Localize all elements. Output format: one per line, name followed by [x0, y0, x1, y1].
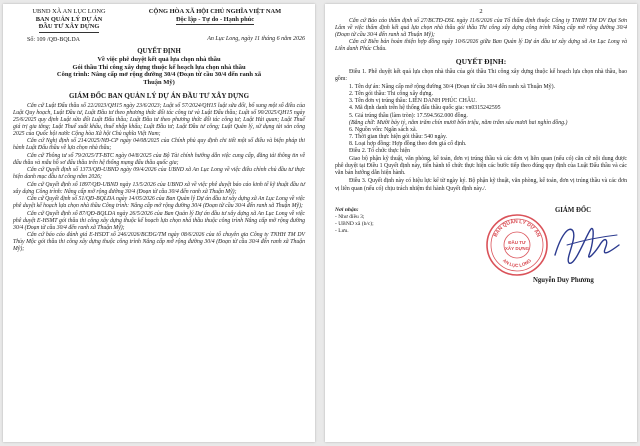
subject-line-1: Về việc phê duyệt kết quả lựa chọn nhà thầu [97, 55, 221, 63]
official-seal-icon [485, 213, 549, 277]
country-name: CỘNG HÒA XÃ HỘI CHỦ NGHĨA VIỆT NAM [148, 8, 282, 15]
signer-title: GIÁM ĐỐC [555, 206, 592, 214]
article-1 [335, 69, 627, 83]
agency-line-3: ĐẦU TƯ XÂY DỰNG [39, 23, 100, 33]
article-1-item: 7. Thời gian thực hiện gói thầu: 540 ngày. [349, 133, 447, 140]
legal-basis-item: Căn cứ Thông tư số 79/2025/TT-BTC ngày 04/8/2025 của Bộ Tài chính hướng dẫn việc cung cấp, đăng tải thông tin về đấu thầu và mẫu hồ sơ đấu thầu trên hệ thống mạng đấu thầu quốc gia; [13, 152, 305, 166]
legal-basis-item: Căn cứ Quyết định số 1897/QĐ-UBND ngày 13/5/2026 của UBND xã về việc phê duyệt báo cáo kinh tế kỹ thuật đầu tư xây dựng Công trình: Nâng cấp mở rộng đường 30/4 (Đoạn từ cầu 30/4 đến ranh xã Thuận Mỹ); [13, 181, 305, 195]
article-2-text: Giao bộ phận kỹ thuật, văn phòng, kế toán, đơn vị trúng thầu và các đơn vị liên quan (nếu có) căn cứ nội dung được phê duyệt tại Điều 1 Quyết định này, tiến hành tổ chức thực hiện các bước tiếp theo đúng quy định của Luật Đấu thầu và các văn bản hướng dẫn hiện hành. [335, 156, 627, 177]
seal-text-middle1: ĐẦU TƯ [508, 239, 526, 245]
article-1-text: Điều 1. Phê duyệt kết quả lựa chọn nhà thầu của gói thầu Thi công xây dựng thuộc kế hoạch lựa chọn nhà thầu, bao gồm: [335, 69, 627, 83]
legal-basis-item: Căn cứ Luật Đấu thầu số 22/2023/QH15 ngày 23/6/2023; Luật số 57/2024/QH15 luật sửa đổi, bổ sung một số điều của Luật Quy hoạch, Luật Đầu tư, Luật Đầu tư theo phương thức đối tác công tư và Luật Đấu thầu; Luật số 90/2025/QH15 ngày 25/6/2025 quy định Luật sửa đổi Luật Đấu thầu; Luật Đầu tư theo phương thức đối tác công tư; Luật Hải quan; Luật Thuế giá trị gia tăng; Luật Thuế xuất khẩu, thuế nhập khẩu; Luật Đầu tư; Luật Đầu tư công; Luật Quản lý, sử dụng tài sản công 2025 của Quốc hội nước Cộng hòa Xã hội Chủ nghĩa Việt Nam; [13, 102, 305, 137]
legal-basis-item: Căn cứ Báo cáo thẩm định số 27/BCTĐ-DSL ngày 11/6/2026 của Tổ thẩm định thuộc Công ty TNHH TM DV Đại Sơn Lâm về việc thẩm định kết quả lựa chọn nhà thầu gói thầu Thi công xây dựng công trình Nâng cấp mở rộng đường 30/4 (Đoạn từ cầu 30/4 đến ranh xã Thuận Mỹ); [335, 18, 627, 38]
svg-text:AN LỤC LONG [502, 257, 533, 267]
subject-line-3: Công trình: Nâng cấp mở rộng đường 30/4 (Đoạn từ cầu 30/4 đến ranh xã [56, 71, 262, 79]
recipient-item: - Như điều 3; [335, 213, 365, 220]
signer-name: Nguyễn Duy Phương [533, 276, 594, 284]
article-1-item: 5. Giá trúng thầu (làm tròn): 17.594.562.000 đồng. [349, 112, 468, 119]
document-title: QUYẾT ĐỊNH [137, 47, 181, 55]
seal-text-middle2: XÂY DỰNG [504, 245, 530, 251]
legal-basis-item: Căn cứ báo cáo đánh giá E-HSDT số 246/2026/BCĐG/TM ngày 08/6/2026 của tổ chuyên gia Công ty TNHH TM DV Thủy Mộc gói thầu thi công xây dựng thuộc công trình Nâng cấp mở rộng đường 30/4 (Đoạn từ cầu 30/4 đến ranh xã Thuận Mỹ); [13, 232, 305, 253]
article-1-item: 3. Tên đơn vị trúng thầu: LIÊN DANH PHÚC CHÂU. [349, 98, 477, 105]
recipients [335, 207, 445, 235]
issuing-agency [13, 8, 125, 33]
page-number: 2 [479, 8, 483, 15]
article-1-item: 6. Nguồn vốn: Ngân sách xã. [349, 126, 418, 133]
article-1-item: 8. Loại hợp đồng: Hợp đồng theo đơn giá cố định. [349, 140, 467, 147]
legal-basis-item: Căn cứ Nghị định số 214/2025/NĐ-CP ngày 04/08/2025 của Chính phủ quy định chi tiết một số điều và biện pháp thi hành Luật Đấu thầu về lựa chọn nhà thầu; [13, 138, 305, 152]
subject-line-2: Gói thầu Thi công xây dựng thuộc kế hoạch lựa chọn nhà thầu [72, 63, 246, 71]
document-header [13, 8, 305, 33]
agency-line-1: UBND XÃ AN LỤC LONG [32, 8, 106, 15]
amount-in-words: (Bằng chữ: Mười bảy tỷ, năm trăm chín mươi bốn triệu, năm trăm sáu mươi hai nghìn đồng.) [349, 119, 568, 126]
article-3-text: Điều 3. Quyết định này có hiệu lực kể từ ngày ký. Bộ phận kỹ thuật, văn phòng, kế toán, đơn vị trúng thầu và các đơn vị liên quan (nếu có) chịu trách nhiệm thi hành Quyết định này./. [335, 178, 627, 192]
document-number: Số: 109 /QĐ-BQLDA [27, 36, 81, 43]
subject-line-4: Thuận Mỹ) [143, 79, 175, 87]
legal-basis-item: Căn cứ Quyết định số 1373/QĐ-UBND ngày 09/4/2026 của UBND xã An Lục Long về việc điều chỉnh chủ đầu tư thực hiện danh mục đầu tư công năm 2026; [13, 167, 305, 181]
article-1-item: 4. Mã định danh trên hệ thống đấu thầu quốc gia: vn0315242595 [349, 105, 501, 112]
signature-icon [547, 215, 627, 275]
legal-basis-item: Căn cứ Quyết định số 51/QĐ-BQLDA ngày 14/05/2026 của Ban Quản lý Dự án đầu tư xây dựng xã An Lục Long về việc phê duyệt kế hoạch lựa chọn nhà thầu Công trình: Nâng cấp mở rộng đường 30/4 (Đoạn từ cầu 30/4 đến ranh xã Thuận Mỹ); [13, 196, 305, 210]
issuing-authority: GIÁM ĐỐC BAN QUẢN LÝ DỰ ÁN ĐẦU TƯ XÂY DỰNG [68, 91, 250, 100]
seal-text-bottom: AN LỤC LONG [501, 257, 533, 268]
signature-block [335, 199, 627, 349]
recipient-item: - UBND xã (b/c); [335, 220, 374, 227]
decision-heading: QUYẾT ĐỊNH: [455, 57, 507, 66]
legal-basis-list [13, 103, 305, 254]
article-1-item: 1. Tên dự án: Nâng cấp mở rộng đường 30/4 (Đoạn từ cầu 30/4 đến ranh xã Thuận Mỹ). [349, 84, 555, 91]
agency-line-2: BAN QUẢN LÝ DỰ ÁN [35, 15, 103, 23]
recipient-item: - Lưu. [335, 227, 349, 234]
article-2-title: Điều 2. Tổ chức thực hiện [349, 148, 411, 155]
national-heading [125, 8, 305, 33]
national-motto: Độc lập - Tự do - Hạnh phúc [176, 16, 254, 26]
recipients-title: Nơi nhận: [335, 206, 359, 213]
legal-basis-item: Căn cứ Quyết định số 87/QĐ-BQLDA ngày 26/5/2026 của Ban Quản lý Dự án đầu tư xây dựng xã An Lục Long về việc phê duyệt E-HSMT gói thầu thi công xây dựng thuộc kế hoạch lựa chọn nhà thầu thuộc công trình Nâng cấp mở rộng đường 30/4 (Đoạn từ cầu 30/4 đến ranh xã Thuận Mỹ); [13, 210, 305, 231]
legal-basis-item: Căn cứ Biên bản hoàn thiện hợp đồng ngày 10/6/2026 giữa Ban Quản lý Dự án đầu tư xây dựng xã An Lục Long và Liên danh Phúc Châu. [335, 39, 627, 52]
document-page-2 [325, 4, 637, 442]
seal-text-top: BAN QUẢN LÝ DỰ ÁN [492, 218, 542, 238]
document-page-1 [3, 4, 315, 442]
place-date: An Lục Long, ngày 11 tháng 6 năm 2026 [207, 35, 305, 42]
article-1-item: 2. Tên gói thầu: Thi công xây dựng. [349, 91, 433, 98]
